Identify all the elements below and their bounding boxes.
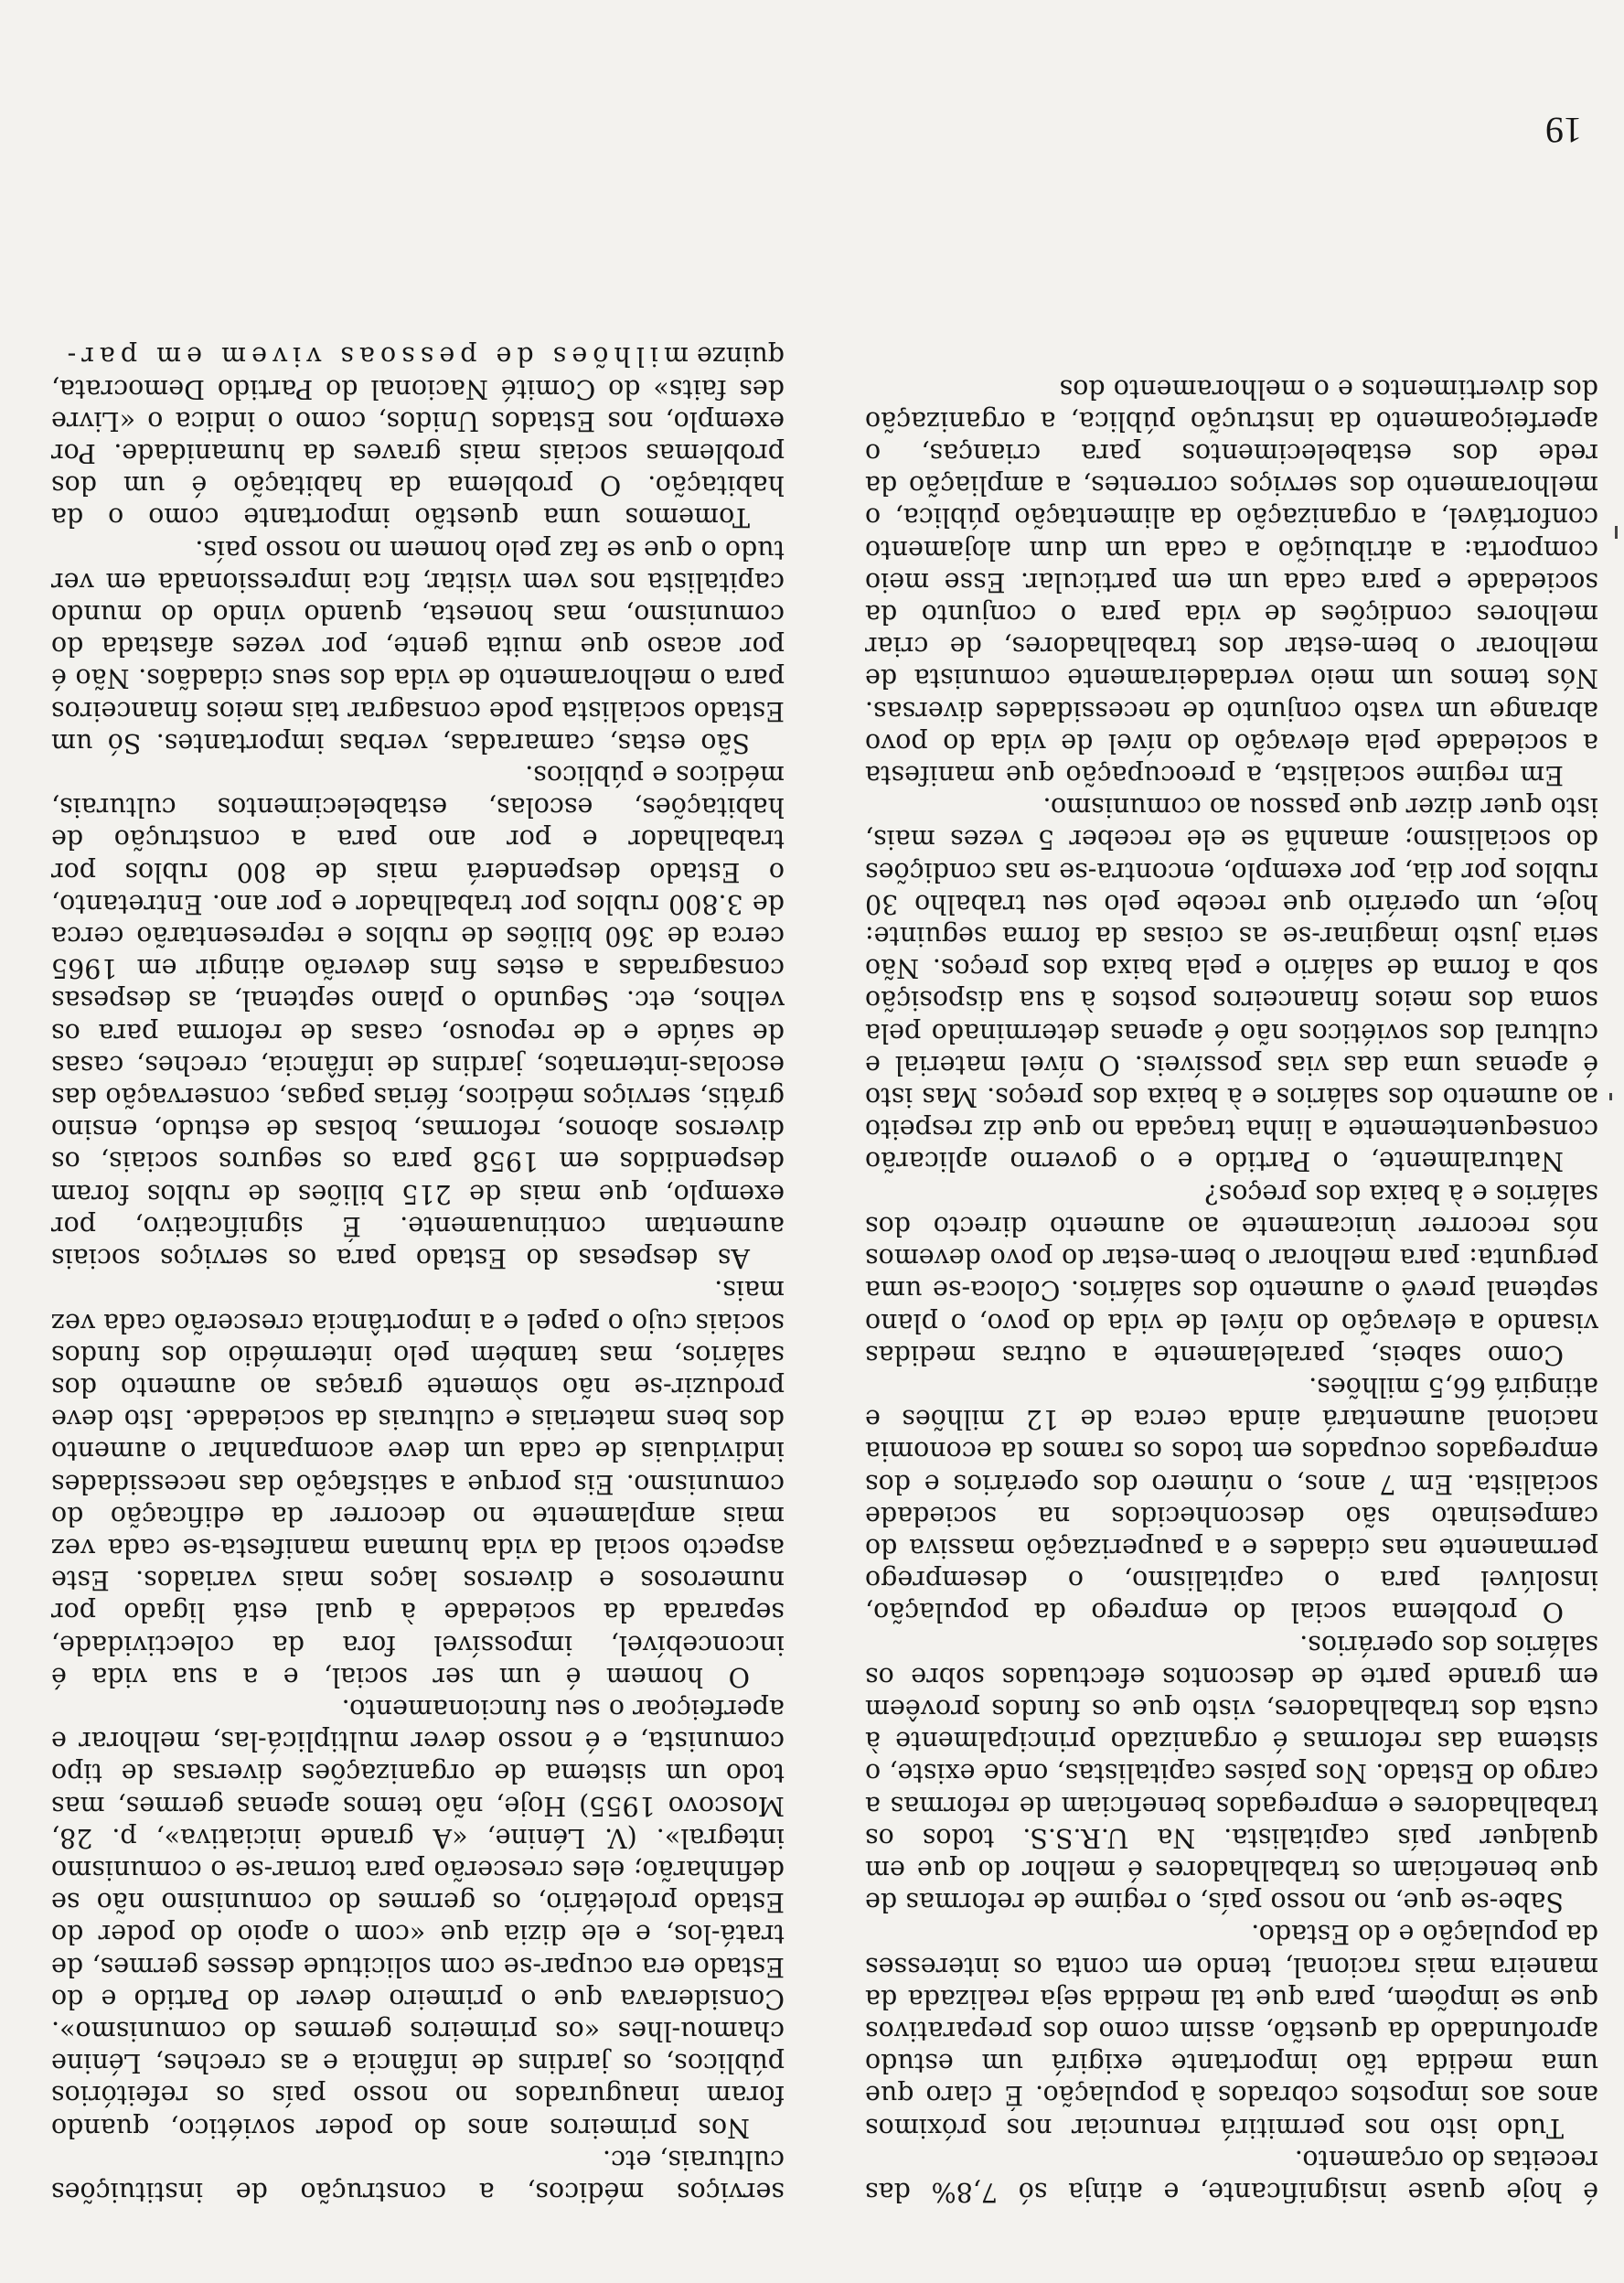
paragraph xyxy=(51,340,785,533)
paragraph: Como sabeis, paralelamente a outras medidas visando a elevação do nível de vida do povo, o plano septenal prevê o aumento dos salários. Coloca-se uma pergunta: para melhorar o bem-estar do povo devemos nós recorrer ùnicamente ao aumento directo dos salários e à baixa dos preços? xyxy=(865,1178,1598,1370)
paragraph: Sabe-se que, no nosso país, o regime de reformas de que beneficiam os trabalhadores é melhor do que em qualquer país capitalista. Na U.R.S.S. todos os trabalhadores e empregados beneficiam de reformas a cargo do Estado. Nos países capitalistas, onde existe, o sistema das reformas é organizado principalmente à custa dos trabalhadores, visto que os fundos provêem em grande parte de descontos efectuados sobre os salários dos operários. xyxy=(865,1629,1598,1918)
page-number: 19 xyxy=(1545,110,1582,151)
paragraph: As despesas do Estado para os serviços sociais aumentam continuamente. É significativo, por exemplo, que mais de 215 biliões de rublos foram despendidos em 1958 para os seguros sociais, os diversos abonos, reformas, bolsas de estudo, ensino grátis, serviços médicos, férias pagas, conservação das escolas-internatos, jardins de infância, creches, casas de saúde e de repouso, casas de reforma para os velhos, etc. Segundo o plano septenal, as despesas consagradas a estes fins deverão atingir em 1965 cerca de 360 biliões de rublos e representarão cerca de 3.800 rublos por trabalhador e por ano. Entretanto, o Estado despenderá mais de 800 rublos por trabalhador e por ano para a construção de habitações, escolas, estabelecimentos culturais, médicos e públicos. xyxy=(51,760,785,1274)
scan-speck xyxy=(1615,526,1618,539)
paragraph: Nos primeiros anos do poder soviético, quando foram inaugurados no nosso país os refeitórios públicos, os jardins de infância e as creches, Lénine chamou-lhes «os primeiros germes do comunismo». Considerava que o primeiro dever do Partido e do Estado era ocupar-se com solicitude desses germes, de tratá-los, e ele dizia que «com o apoio do poder do Estado proletário, os germes do comunismo não se definharão; eles crescerão para tornar-se o comunismo integral». (V. Lénine, «A grande iniciativa», p. 28, Moscovo 1955) Hoje, não temos apenas germes, mas todo um sistema de organizações diversas de tipo comunista, e é nosso dever multiplicá-las, melhorar e aperfeiçoar o seu funcionamento. xyxy=(51,1693,785,2143)
paragraph: O homem é um ser social, e a sua vida é inconcebível, impossível fora da colectividade, separada da sociedade à qual está ligado por numerosos e diversos laços mais variados. Este aspecto social da vida humana manifesta-se cada vez mais amplamente no decorrer da edificação do comunismo. Eis porque a satisfação das necessidades individuais de cada um deve acompanhar o aumento dos bens materiais e culturais da sociedade. Isto deve produzir-se não sòmente graças ao aumento dos salários, mas também pelo intermédio dos fundos sociais cujo o papel e a importância crescerão cada vez mais. xyxy=(51,1275,785,1692)
left-column xyxy=(865,150,1598,2208)
paragraph: O problema social do emprego da população, insolúvel para o capitalismo, o desemprego permanente nas cidades e a pauperização massiva do campesinato são desconhecidos na sociedade socialista. Em 7 anos, o número dos operários e dos empregados ocupados em todos os ramos da economia nacional aumentará ainda cerca de 12 milhões e atingirá 66,5 milhões. xyxy=(865,1371,1598,1628)
paragraph: é hoje quase insignificante, e atinja só 7,8% das receitas do orçamento. xyxy=(865,2144,1598,2207)
paragraph: Tudo isto nos permitirá renunciar nos próximos anos aos impostos cobrados à população. É claro que uma medida tão importante exigirá um estudo aprofundado da questão, assim como dos preparativos que se impõem, para que tal medida seja realizada da maneira mais racional, tendo em conta os interesses da população e do Estado. xyxy=(865,1919,1598,2143)
paragraph: Naturalmente, o Partido e o governo aplicarão consequentemente a linha traçada no que diz respeito ao aumento dos salários e à baixa dos preços. Mas isto é apenas uma das vias possíveis. O nível material e cultural dos soviéticos não é apenas determinado pela soma dos meios financeiros postos à sua disposição sob a forma de salário e pela baixa dos preços. Não seria justo imaginar-se as coisas da forma seguinte: hoje, um operário que recebe pelo seu trabalho 30 rublos por dia, por exemplo, encontra-se nas condições do socialismo; amanhã se ele receber 5 vezes mais, isto quer dizer que passou ao comunismo. xyxy=(865,792,1598,1177)
paragraph: serviços médicos, a construção de instituições culturais, etc. xyxy=(51,2144,785,2207)
paragraph-text: Tomemos uma questão importante como o da habitação. O problema da habitação é um dos problemas sociais mais graves da humanidade. Por exemplo, nos Estados Unidos, como o indica o «Livre des faits» do Comité Nacional do Partido Democrata, quinze xyxy=(51,341,785,533)
paragraph: Em regime socialista, a preocupação que manifesta a sociedade pela elevação do nível de vida do povo abrange um vasto conjunto de necessidades diversas. Nós temos um meio verdadeiramente comunista de melhorar o bem-estar dos trabalhadores, de criar melhores condições de vida para o conjunto da sociedade e para cada um em particular. Esse meio comporta: a atribuição a cada um dum alojamento confortável, a organização da alimentação pública, o melhoramento dos serviços correntes, a ampliação da rede dos estabelecimentos para crianças, o aperfeiçoamento da instrução pública, a organização dos divertimentos e o melhoramento dos xyxy=(865,373,1598,791)
paragraph: São estas, camaradas, verbas importantes. Só um Estado socialista pode consagrar tais meios financeiros para o melhoramento de vida dos seus cidadãos. Não é por acaso que muita gente, por vezes afastada do comunismo, mas honesta, quando vindo do mundo capitalista nos vem visitar, fica impressionada em ver tudo o que se faz pelo homem no nosso país. xyxy=(51,534,785,758)
right-column xyxy=(51,150,785,2208)
spaced-text: milhões de pessoas vivem em par- xyxy=(61,341,689,372)
scan-speck xyxy=(1609,1093,1612,1100)
